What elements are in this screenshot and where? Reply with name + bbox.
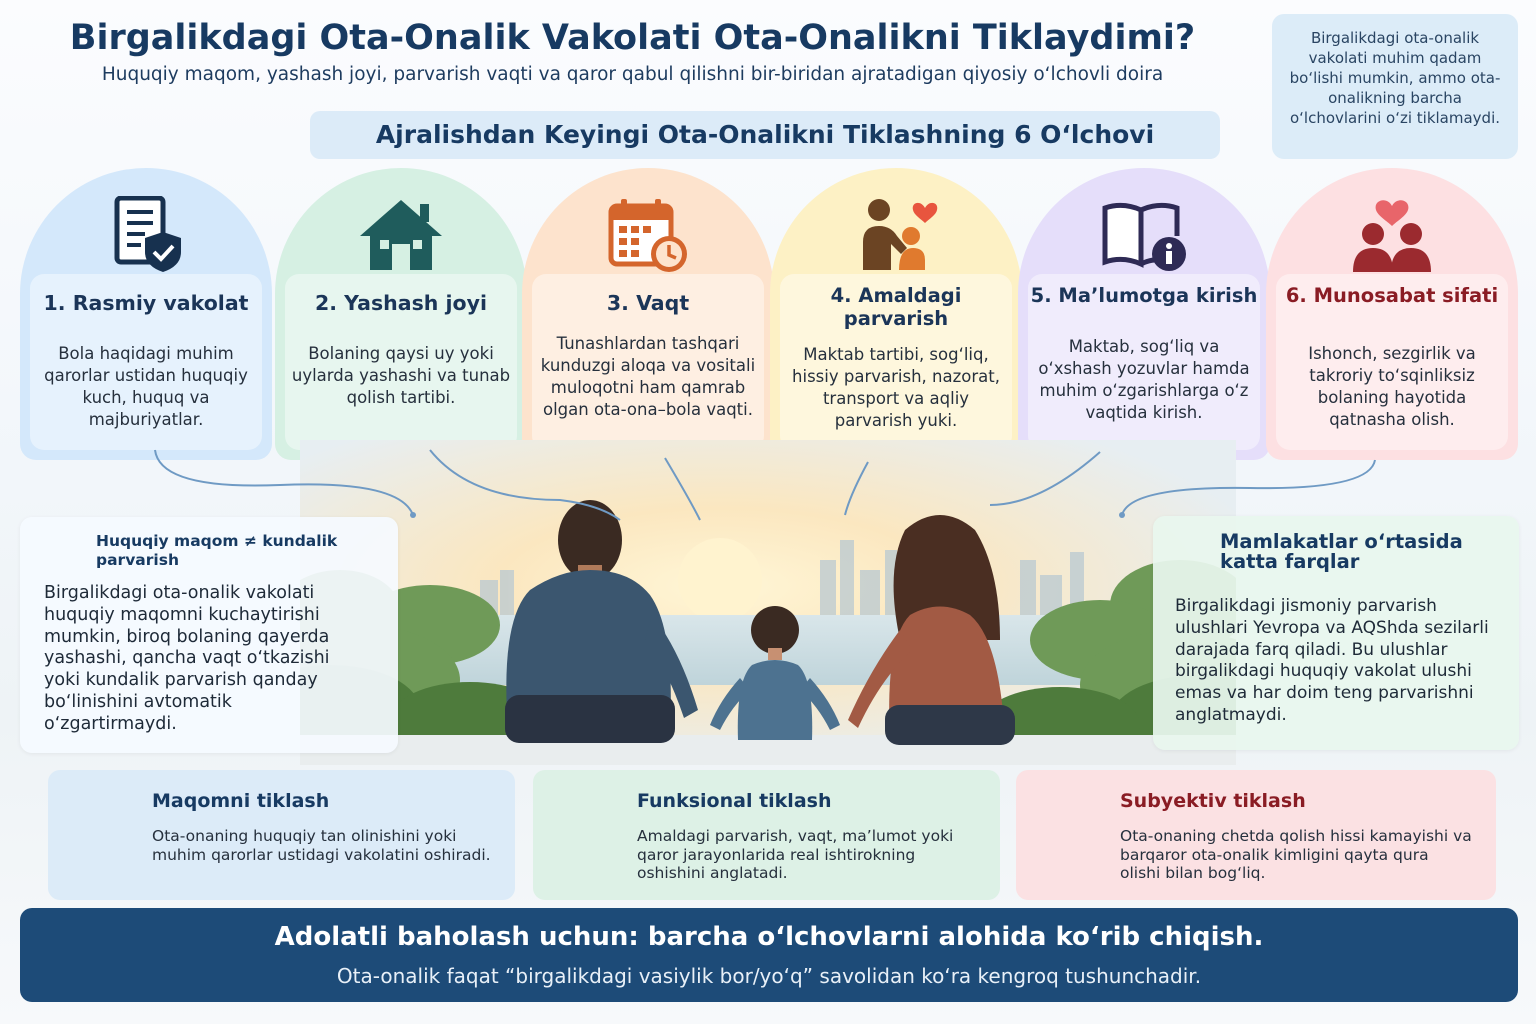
dimension-card-actual-care bbox=[770, 168, 1022, 460]
dimension-title: 4. Amaldagi parvarish bbox=[830, 284, 962, 330]
restoration-desc: Amaldagi parvarish, vaqt, ma’lumot yoki qaror jarayonlarida real ishtirokning oshishini anglatadi. bbox=[637, 827, 954, 882]
restoration-desc: Ota-onaning huquqiy tan olinishini yoki muhim qarorlar ustidagi vakolatini oshiradi. bbox=[152, 827, 491, 864]
dimension-card-residence bbox=[275, 168, 527, 460]
dimension-title: 6. Munosabat sifati bbox=[1285, 284, 1499, 307]
dimension-desc: Maktab tartibi, sog‘liq, hissiy parvarish, nazorat, transport va aqliy parvarish yuki. bbox=[792, 345, 1000, 430]
dimension-title: 3. Vaqt bbox=[606, 291, 690, 315]
people-heart-icon bbox=[1347, 196, 1437, 276]
book-info-icon bbox=[1099, 196, 1189, 276]
panel-body: Birgalikdagi ota-onalik vakolati huquqiy maqomni kuchaytirishi mumkin, biroq bolaning qayerda yashashi, qancha vaqt o‘tkazishi yoki kundalik parvarish qanday bo‘linishini avtomatik o‘zgartirmaydi. bbox=[44, 583, 330, 734]
dimension-desc: Maktab, sog‘liq va o‘xshash yozuvlar hamda muhim o‘zgarishlarga o‘z vaqtida kirish. bbox=[1038, 337, 1250, 422]
dimension-title: 2. Yashash joyi bbox=[314, 291, 488, 315]
dimension-card-information-access bbox=[1018, 168, 1270, 460]
dimension-desc: Ishonch, sezgirlik va takroriy to‘sqinliksiz bolaning hayotida qatnasha olish. bbox=[1308, 344, 1476, 429]
dimension-card-formal-authority bbox=[20, 168, 272, 460]
restoration-title: Subyektiv tiklash bbox=[1120, 790, 1306, 812]
dimension-card-time bbox=[522, 168, 774, 460]
family-sunset-illustration bbox=[300, 440, 1236, 765]
document-shield-icon bbox=[101, 196, 191, 276]
key-note: Birgalikdagi ota-onalik vakolati muhim qadam bo‘lishi mumkin, ammo ota-onalikning barcha o‘lchovlarini o‘zi tiklamaydi. bbox=[1272, 14, 1518, 159]
restoration-subjective-box bbox=[1016, 770, 1496, 900]
calendar-clock-icon bbox=[603, 196, 693, 276]
dimension-desc: Bola haqidagi muhim qarorlar ustidan huquqiy kuch, huquq va majburiyatlar. bbox=[44, 344, 248, 429]
footer-subtitle: Ota-onalik faqat “birgalikdagi vasiylik bor/yo‘q” savolidan ko‘ra kengroq tushunchadir. bbox=[336, 964, 1202, 988]
restoration-title: Maqomni tiklash bbox=[152, 790, 330, 812]
house-icon bbox=[356, 196, 446, 276]
dimension-desc: Bolaning qaysi uy yoki uylarda yashashi va tunab qolish tartibi. bbox=[291, 344, 511, 407]
section-title: Ajralishdan Keyingi Ota-Onalikni Tiklashning 6 O‘lchovi bbox=[310, 111, 1220, 159]
dimension-title: 1. Rasmiy vakolat bbox=[43, 291, 249, 315]
legal-vs-care-panel bbox=[20, 517, 398, 753]
panel-heading: Mamlakatlar o‘rtasida katta farqlar bbox=[1220, 530, 1463, 573]
restoration-title: Funksional tiklash bbox=[637, 790, 832, 812]
restoration-desc: Ota-onaning chetda qolish hissi kamayishi va barqaror ota-onalik kimligini qayta qura olishi bilan bog‘liq. bbox=[1120, 827, 1472, 882]
page-subtitle: Huquqiy maqom, yashash joyi, parvarish vaqti va qaror qabul qilishni bir-biridan ajratadigan qiyosiy o‘lchovli doira bbox=[101, 64, 1164, 85]
footer-banner bbox=[20, 908, 1518, 1002]
panel-body: Birgalikdagi jismoniy parvarish ulushlari Yevropa va AQShda sezilarli darajada farq qiladi. Bu ulushlar birgalikdagi huquqiy vakolat ulushi emas va har doim teng parvarishni anglatmaydi. bbox=[1175, 596, 1489, 725]
dimension-desc: Tunashlardan tashqari kunduzgi aloqa va vositali muloqotni ham qamrab olgan ota-ona–bola vaqti. bbox=[540, 334, 756, 419]
dimension-title: 5. Ma’lumotga kirish bbox=[1030, 284, 1258, 307]
restoration-status-box bbox=[48, 770, 515, 900]
country-differences-panel bbox=[1153, 516, 1519, 750]
page-title: Birgalikdagi Ota-Onalik Vakolati Ota-Onalikni Tiklaydimi? bbox=[69, 18, 1196, 58]
footer-title: Adolatli baholash uchun: barcha o‘lchovlarni alohida ko‘rib chiqish. bbox=[274, 922, 1264, 952]
panel-heading: Huquqiy maqom ≠ kundalik parvarish bbox=[96, 532, 338, 569]
dimension-card-relationship-quality bbox=[1266, 168, 1518, 460]
parent-child-heart-icon bbox=[851, 196, 941, 276]
restoration-functional-box bbox=[533, 770, 1000, 900]
